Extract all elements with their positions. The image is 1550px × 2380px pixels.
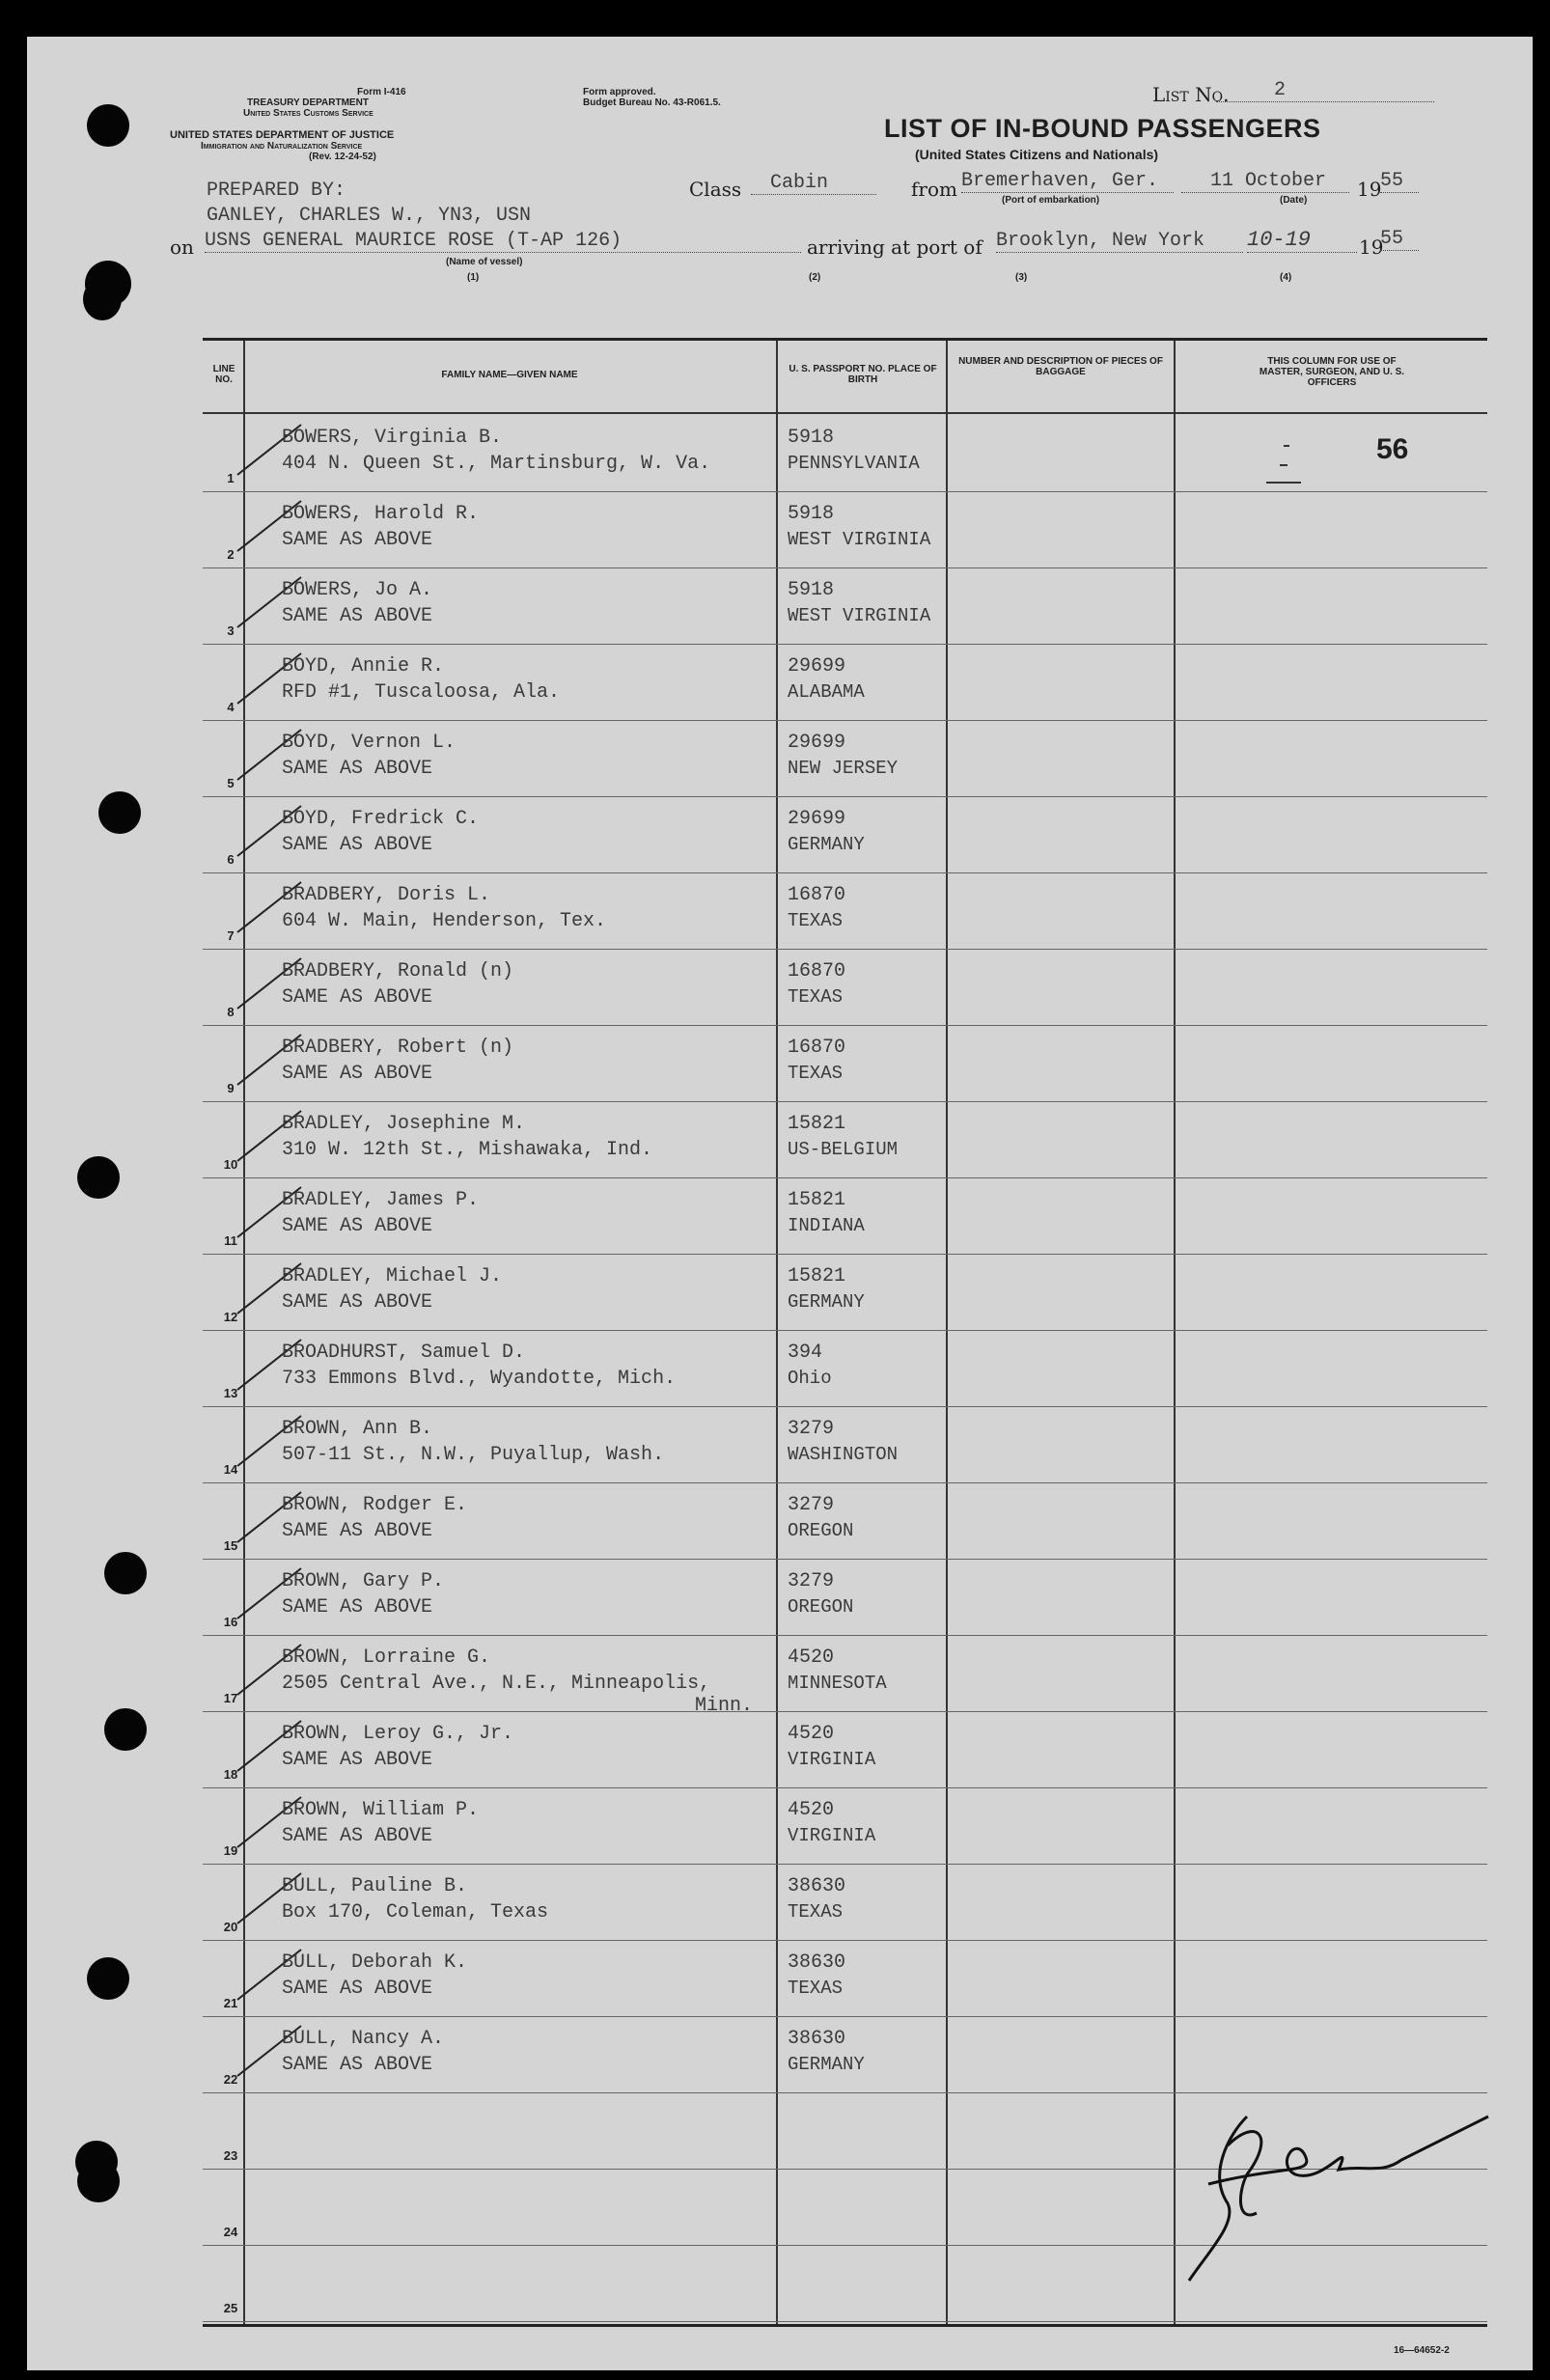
justice-department: UNITED STATES DEPARTMENT OF JUSTICE xyxy=(170,129,395,141)
line-number: 14 xyxy=(223,1462,238,1477)
line-number: 19 xyxy=(223,1843,238,1858)
table-row xyxy=(203,1864,1487,1941)
binder-hole xyxy=(87,104,129,147)
prepared-by-label: PREPARED BY: xyxy=(207,180,346,202)
table-row xyxy=(203,567,1487,645)
passenger-address: 604 W. Main, Henderson, Tex. xyxy=(282,910,607,932)
departure-date-value: 11 October xyxy=(1181,170,1349,193)
passenger-address: SAME AS ABOVE xyxy=(282,1291,433,1314)
column-ref-1: (1) xyxy=(467,272,480,283)
passenger-address: SAME AS ABOVE xyxy=(282,1215,433,1237)
passenger-name: BOWERS, Virginia B. xyxy=(282,427,503,449)
line-number: 2 xyxy=(227,547,235,562)
passenger-address: SAME AS ABOVE xyxy=(282,986,433,1009)
passport-number: 38630 xyxy=(788,2028,846,2050)
passenger-address: SAME AS ABOVE xyxy=(282,2054,433,2076)
line-number: 8 xyxy=(227,1005,235,1019)
place-of-birth: OREGON xyxy=(788,1596,854,1618)
place-of-birth: WASHINGTON xyxy=(788,1444,899,1465)
place-of-birth: PENNSYLVANIA xyxy=(788,453,920,474)
budget-bureau: Budget Bureau No. 43-R061.5. xyxy=(583,97,721,108)
arrival-date-value: 10-19 xyxy=(1247,228,1357,253)
document-title: LIST OF IN-BOUND PASSENGERS xyxy=(884,114,1321,143)
table-row xyxy=(203,1330,1487,1407)
officer-mark: 56 xyxy=(1376,433,1409,465)
class-label: Class xyxy=(689,178,742,201)
prepared-by-value: GANLEY, CHARLES W., YN3, USN xyxy=(207,205,532,227)
table-row xyxy=(203,1254,1487,1331)
passenger-name: BROADHURST, Samuel D. xyxy=(282,1342,526,1364)
passenger-address: SAME AS ABOVE xyxy=(282,605,433,627)
passenger-address: SAME AS ABOVE xyxy=(282,834,433,856)
arrival-port-value: Brooklyn, New York xyxy=(996,230,1243,253)
place-of-birth: WEST VIRGINIA xyxy=(788,605,931,626)
passenger-address: 733 Emmons Blvd., Wyandotte, Mich. xyxy=(282,1368,677,1390)
vessel-name-value: USNS GENERAL MAURICE ROSE (T-AP 126) xyxy=(205,230,801,253)
class-value: Cabin xyxy=(751,172,876,195)
binder-hole xyxy=(87,1957,129,2000)
passenger-name: BROWN, Leroy G., Jr. xyxy=(282,1723,514,1745)
passenger-name: BROWN, William P. xyxy=(282,1799,480,1821)
passport-number: 3279 xyxy=(788,1418,835,1440)
passenger-name: BROWN, Gary P. xyxy=(282,1570,445,1592)
table-row xyxy=(203,644,1487,721)
passenger-address: 507-11 St., N.W., Puyallup, Wash. xyxy=(282,1444,665,1466)
passenger-address: 404 N. Queen St., Martinsburg, W. Va. xyxy=(282,453,711,475)
table-row xyxy=(203,1406,1487,1483)
document-subtitle: (United States Citizens and Nationals) xyxy=(915,147,1159,162)
passport-number: 394 xyxy=(788,1342,823,1364)
place-of-birth: TEXAS xyxy=(788,1901,844,1923)
header-line-no: LINE NO. xyxy=(212,364,235,385)
table-row xyxy=(203,872,1487,950)
embarkation-port-caption: (Port of embarkation) xyxy=(1002,195,1100,206)
header-officers: THIS COLUMN FOR USE OF MASTER, SURGEON, AND U. S. OFFICERS xyxy=(1259,356,1405,388)
arrival-year-suffix: 55 xyxy=(1380,228,1419,251)
place-of-birth: GERMANY xyxy=(788,1291,865,1313)
list-number-label: List No. xyxy=(1152,83,1230,106)
passenger-address: SAME AS ABOVE xyxy=(282,1520,433,1542)
passenger-name: BROWN, Lorraine G. xyxy=(282,1647,491,1669)
binder-hole xyxy=(104,1552,147,1594)
binder-hole xyxy=(98,791,141,834)
table-row xyxy=(203,720,1487,797)
line-number: 25 xyxy=(223,2301,238,2315)
passenger-address: SAME AS ABOVE xyxy=(282,529,433,551)
table-row xyxy=(203,1101,1487,1178)
passport-number: 15821 xyxy=(788,1113,846,1135)
passenger-address: SAME AS ABOVE xyxy=(282,1978,433,2000)
line-number: 17 xyxy=(223,1691,238,1705)
passenger-name: BULL, Pauline B. xyxy=(282,1875,468,1897)
table-row xyxy=(203,796,1487,873)
passport-number: 5918 xyxy=(788,579,835,601)
passenger-address: SAME AS ABOVE xyxy=(282,758,433,780)
passenger-name: BOYD, Vernon L. xyxy=(282,732,457,754)
line-number: 23 xyxy=(223,2148,238,2163)
passenger-name: BRADLEY, Josephine M. xyxy=(282,1113,526,1135)
passenger-table xyxy=(203,338,1487,2327)
table-row xyxy=(203,491,1487,568)
passport-number: 29699 xyxy=(788,655,846,678)
table-row xyxy=(203,1940,1487,2017)
line-number: 4 xyxy=(227,700,235,714)
embarkation-port-value: Bremerhaven, Ger. xyxy=(961,170,1174,193)
column-ref-3: (3) xyxy=(1015,272,1028,283)
form-approved: Form approved. xyxy=(583,87,656,97)
passport-number: 4520 xyxy=(788,1647,835,1669)
place-of-birth: ALABAMA xyxy=(788,681,865,703)
line-number: 22 xyxy=(223,2072,238,2087)
passenger-address: RFD #1, Tuscaloosa, Ala. xyxy=(282,681,561,704)
passenger-name: BULL, Nancy A. xyxy=(282,2028,445,2050)
print-code: 16—64652-2 xyxy=(1394,2345,1450,2356)
passport-number: 4520 xyxy=(788,1723,835,1745)
column-ref-2: (2) xyxy=(809,272,821,283)
passenger-address: SAME AS ABOVE xyxy=(282,1596,433,1619)
passenger-address: 2505 Central Ave., N.E., Minneapolis, xyxy=(282,1673,711,1695)
form-number: Form I-416 xyxy=(357,87,406,97)
passport-number: 5918 xyxy=(788,427,835,449)
passenger-name: BOYD, Annie R. xyxy=(282,655,445,678)
ins-service: Immigration and Naturalization Service xyxy=(201,141,363,152)
passenger-address: SAME AS ABOVE xyxy=(282,1749,433,1771)
passenger-name: BOWERS, Jo A. xyxy=(282,579,433,601)
passport-number: 4520 xyxy=(788,1799,835,1821)
passenger-address-continued: Minn. xyxy=(695,1695,754,1717)
passport-number: 29699 xyxy=(788,732,846,754)
passport-number: 3279 xyxy=(788,1494,835,1516)
passenger-address: 310 W. 12th St., Mishawaka, Ind. xyxy=(282,1139,653,1161)
table-row xyxy=(203,1711,1487,1788)
passenger-name: BOYD, Fredrick C. xyxy=(282,808,480,830)
vessel-name-caption: (Name of vessel) xyxy=(446,257,523,267)
line-number: 12 xyxy=(223,1310,238,1324)
passenger-address: SAME AS ABOVE xyxy=(282,1063,433,1085)
table-row xyxy=(203,1635,1487,1717)
passport-number: 16870 xyxy=(788,960,846,982)
place-of-birth: VIRGINIA xyxy=(788,1749,876,1770)
line-number: 7 xyxy=(227,928,235,943)
place-of-birth: MINNESOTA xyxy=(788,1673,887,1694)
manifest-page xyxy=(27,37,1533,2370)
passport-number: 15821 xyxy=(788,1265,846,1287)
place-of-birth: TEXAS xyxy=(788,1978,844,1999)
passenger-name: BRADLEY, James P. xyxy=(282,1189,480,1211)
table-row xyxy=(203,415,1487,492)
passport-number: 5918 xyxy=(788,503,835,525)
passport-number: 16870 xyxy=(788,1037,846,1059)
binder-hole xyxy=(83,278,122,320)
arriving-label: arriving at port of xyxy=(807,235,983,259)
passport-number: 38630 xyxy=(788,1875,846,1897)
place-of-birth: TEXAS xyxy=(788,910,844,931)
line-number: 20 xyxy=(223,1920,238,1934)
passenger-address: SAME AS ABOVE xyxy=(282,1825,433,1847)
line-number: 6 xyxy=(227,852,235,867)
table-row xyxy=(203,1559,1487,1636)
header-passport: U. S. PASSPORT NO. PLACE OF BIRTH xyxy=(789,364,937,385)
passenger-name: BOWERS, Harold R. xyxy=(282,503,480,525)
passport-number: 15821 xyxy=(788,1189,846,1211)
place-of-birth: Ohio xyxy=(788,1368,832,1389)
passenger-name: BRADLEY, Michael J. xyxy=(282,1265,503,1287)
on-label: on xyxy=(170,235,194,259)
date-caption: (Date) xyxy=(1280,195,1308,206)
line-number: 10 xyxy=(223,1157,238,1172)
binder-hole xyxy=(104,1708,147,1751)
passport-number: 38630 xyxy=(788,1951,846,1974)
line-number: 13 xyxy=(223,1386,238,1400)
passport-number: 3279 xyxy=(788,1570,835,1592)
customs-service: United States Customs Service xyxy=(243,108,374,119)
binder-hole xyxy=(77,1156,120,1199)
table-row xyxy=(203,1177,1487,1255)
binder-hole xyxy=(77,2160,120,2202)
line-number: 18 xyxy=(223,1767,238,1782)
treasury-department: TREASURY DEPARTMENT xyxy=(247,97,369,108)
passenger-name: BULL, Deborah K. xyxy=(282,1951,468,1974)
line-number: 24 xyxy=(223,2225,238,2239)
line-number: 16 xyxy=(223,1615,238,1629)
line-number: 9 xyxy=(227,1081,235,1095)
place-of-birth: NEW JERSEY xyxy=(788,758,899,779)
column-ref-4: (4) xyxy=(1280,272,1292,283)
revision: (Rev. 12-24-52) xyxy=(309,152,376,162)
line-number: 3 xyxy=(227,623,235,638)
place-of-birth: INDIANA xyxy=(788,1215,865,1236)
passport-number: 16870 xyxy=(788,884,846,906)
place-of-birth: GERMANY xyxy=(788,834,865,855)
arrival-year-prefix: 19 xyxy=(1359,235,1384,259)
line-number: 21 xyxy=(223,1996,238,2010)
passport-number: 29699 xyxy=(788,808,846,830)
passenger-name: BRADBERY, Ronald (n) xyxy=(282,960,514,982)
place-of-birth: WEST VIRGINIA xyxy=(788,529,931,550)
place-of-birth: GERMANY xyxy=(788,2054,865,2075)
line-number: 1 xyxy=(227,471,235,485)
place-of-birth: TEXAS xyxy=(788,1063,844,1084)
table-row xyxy=(203,1482,1487,1560)
line-number: 11 xyxy=(224,1233,237,1248)
passenger-name: BRADBERY, Doris L. xyxy=(282,884,491,906)
departure-year-prefix: 19 xyxy=(1357,178,1382,201)
departure-year-suffix: 55 xyxy=(1380,170,1419,193)
passenger-name: BROWN, Rodger E. xyxy=(282,1494,468,1516)
place-of-birth: VIRGINIA xyxy=(788,1825,876,1846)
passenger-address: Box 170, Coleman, Texas xyxy=(282,1901,549,1923)
table-row xyxy=(203,1787,1487,1865)
list-number-value: 2 xyxy=(1216,79,1434,102)
line-number: 15 xyxy=(223,1538,238,1553)
line-number: 5 xyxy=(227,776,235,790)
from-label: from xyxy=(911,178,957,201)
passenger-name: BRADBERY, Robert (n) xyxy=(282,1037,514,1059)
place-of-birth: US-BELGIUM xyxy=(788,1139,899,1160)
place-of-birth: TEXAS xyxy=(788,986,844,1008)
signature-image xyxy=(1170,2078,1498,2290)
passenger-name: BROWN, Ann B. xyxy=(282,1418,433,1440)
table-row xyxy=(203,1025,1487,1102)
header-family-name: FAMILY NAME—GIVEN NAME xyxy=(441,370,578,380)
table-row xyxy=(203,949,1487,1026)
header-baggage: NUMBER AND DESCRIPTION OF PIECES OF BAGGAGE xyxy=(958,356,1163,377)
place-of-birth: OREGON xyxy=(788,1520,854,1541)
